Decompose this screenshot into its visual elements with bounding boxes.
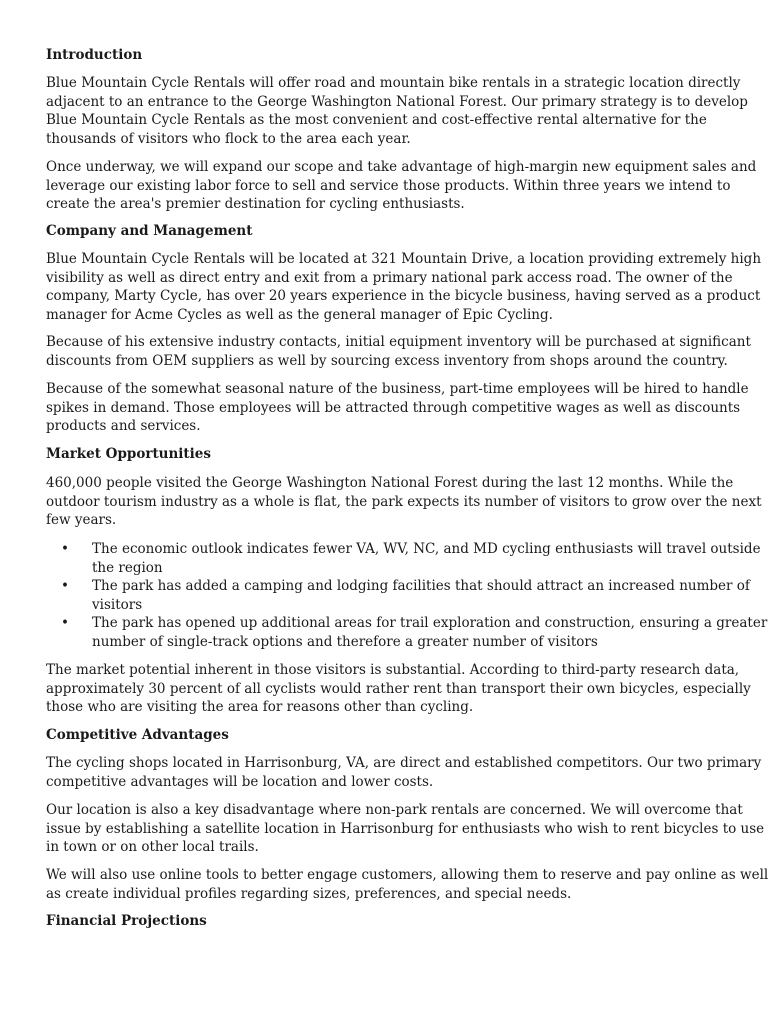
bullet-line: visitors	[92, 596, 143, 613]
paragraph-line: manager for Acme Cycles as well as the general manager of Epic Cycling.	[46, 306, 553, 323]
paragraph-line: outdoor tourism industry as a whole is flat, the park expects its number of visitors to grow over the next	[46, 493, 762, 510]
paragraph	[46, 158, 757, 214]
paragraph-line: 460,000 people visited the George Washington National Forest during the last 12 months. While the	[46, 475, 734, 491]
bullet-line: the region	[92, 559, 163, 576]
bullet-glyph: •	[61, 615, 69, 631]
paragraph-line: those who are visiting the area for reasons other than cycling.	[46, 699, 474, 716]
paragraph-line: Because of the somewhat seasonal nature of the business, part-time employees will be hired to handle	[46, 381, 749, 397]
paragraph-line: create the area's premier destination for cycling enthusiasts.	[46, 196, 465, 213]
paragraph	[46, 380, 749, 436]
paragraph-line: The cycling shops located in Harrisonburg, VA, are direct and established competitors. Our two primary	[46, 755, 762, 771]
paragraph	[46, 754, 762, 791]
section-heading-company-and-management: Company and Management	[46, 223, 253, 239]
bullet-glyph: •	[61, 541, 69, 557]
paragraph-line: company, Marty Cycle, has over 20 years experience in the bicycle business, having served as a product	[46, 288, 761, 305]
paragraph-line: approximately 30 percent of all cyclists would rather rent than transport their own bicycles, especially	[46, 680, 751, 697]
paragraph	[46, 661, 751, 717]
section-heading-financial-projections: Financial Projections	[46, 913, 207, 929]
paragraph-line: Once underway, we will expand our scope and take advantage of high-margin new equipment sales and	[46, 159, 757, 175]
paragraph-line: products and services.	[46, 418, 201, 435]
section-heading-market-opportunities: Market Opportunities	[46, 446, 211, 462]
bullet-text	[92, 540, 761, 577]
paragraph-line: Our location is also a key disadvantage where non-park rentals are concerned. We will overcome that	[46, 802, 743, 818]
paragraph	[46, 333, 751, 370]
bullet-glyph: •	[61, 578, 69, 594]
paragraph-line: Blue Mountain Cycle Rentals will offer road and mountain bike rentals in a strategic location directly	[46, 75, 741, 91]
paragraph-line: adjacent to an entrance to the George Washington National Forest. Our primary strategy is to develop	[46, 93, 748, 110]
paragraph-line: discounts from OEM suppliers as well by sourcing excess inventory from shops around the country.	[46, 352, 728, 369]
section-heading-introduction: Introduction	[46, 47, 143, 63]
paragraph	[46, 474, 762, 530]
paragraph-line: The market potential inherent in those visitors is substantial. According to third-party research data,	[46, 662, 740, 678]
paragraph	[46, 866, 768, 903]
paragraph-line: Blue Mountain Cycle Rentals will be located at 321 Mountain Drive, a location providing extremely high	[46, 251, 762, 267]
bullet-text	[92, 577, 750, 614]
paragraph-line: competitive advantages will be location and lower costs.	[46, 773, 434, 790]
bullet-line: number of single-track options and therefore a greater number of visitors	[92, 633, 598, 650]
paragraph-line: in town or on other local trails.	[46, 839, 259, 856]
paragraph	[46, 801, 765, 857]
paragraph-line: Blue Mountain Cycle Rentals as the most convenient and cost-effective rental alternative for the	[46, 112, 707, 129]
paragraph-line: spikes in demand. Those employees will be attracted through competitive wages as well as discounts	[46, 399, 741, 416]
paragraph-line: Because of his extensive industry contacts, initial equipment inventory will be purchased at significant	[46, 334, 751, 350]
paragraph-line: We will also use online tools to better engage customers, allowing them to reserve and pay online as well	[46, 867, 768, 883]
bullet-text	[92, 614, 768, 651]
paragraph-line: leverage our existing labor force to sell and service those products. Within three years we intend to	[46, 177, 731, 194]
paragraph-line: few years.	[46, 512, 117, 529]
paragraph-line: thousands of visitors who flock to the area each year.	[46, 130, 411, 147]
bullet-line: The economic outlook indicates fewer VA, WV, NC, and MD cycling enthusiasts will travel outside	[92, 541, 761, 557]
bullet-line: The park has opened up additional areas for trail exploration and construction, ensuring a greater	[92, 615, 768, 631]
paragraph	[46, 74, 748, 148]
paragraph-line: issue by establishing a satellite location in Harrisonburg for enthusiasts who wish to rent bicycles to use	[46, 820, 765, 837]
section-heading-competitive-advantages: Competitive Advantages	[46, 727, 229, 743]
paragraph-line: visibility as well as direct entry and exit from a primary national park access road. The owner of the	[46, 269, 733, 286]
paragraph	[46, 250, 762, 324]
paragraph-line: as create individual profiles regarding sizes, preferences, and special needs.	[46, 885, 572, 902]
bullet-line: The park has added a camping and lodging facilities that should attract an increased number of	[92, 578, 750, 594]
